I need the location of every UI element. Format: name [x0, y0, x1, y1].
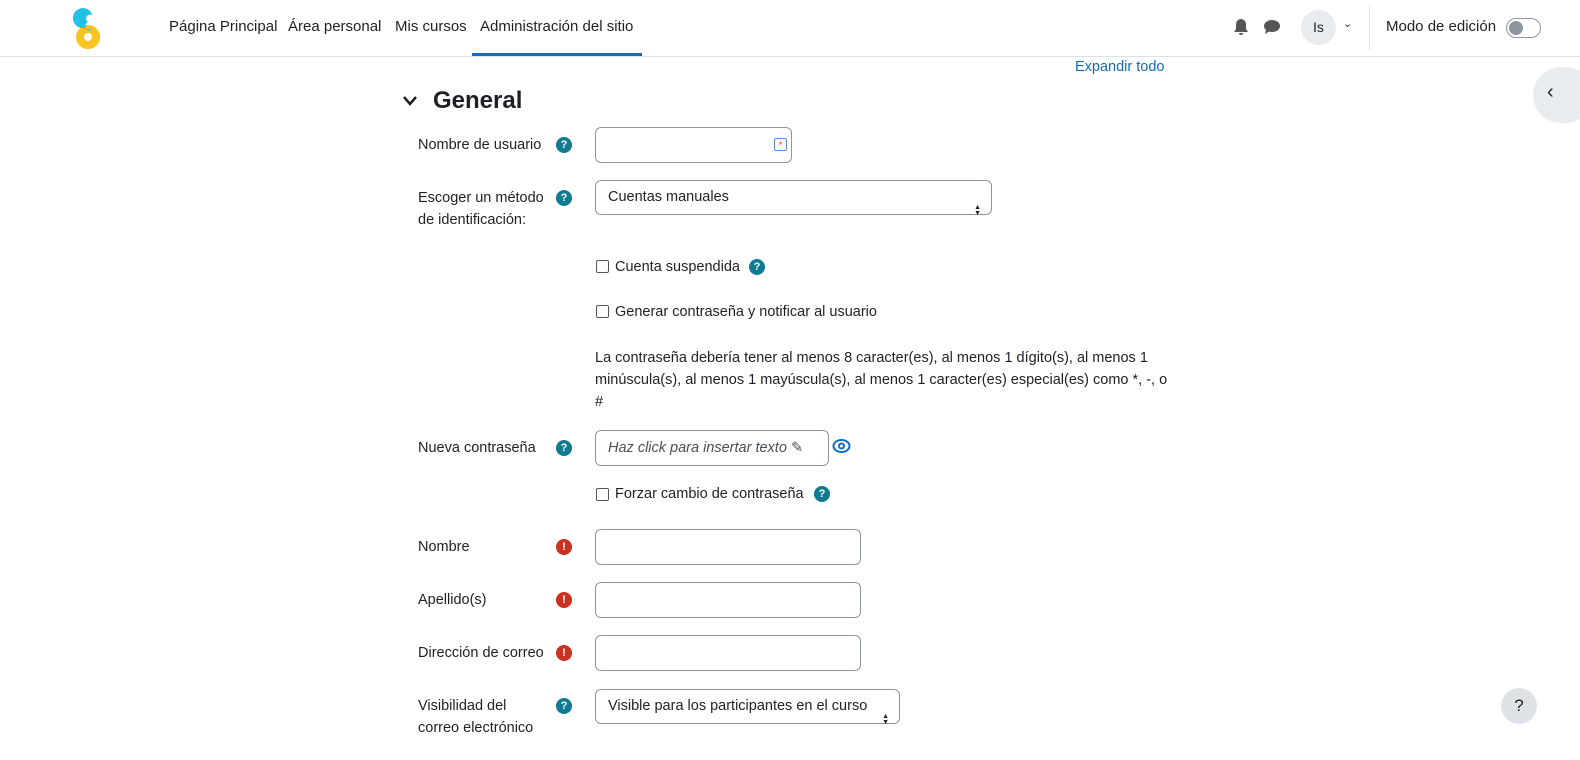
edit-mode-label: Modo de edición — [1386, 18, 1497, 35]
new-password-label: Nueva contraseña — [418, 440, 536, 456]
password-manager-icon[interactable]: * — [774, 138, 787, 151]
help-icon[interactable]: ? — [814, 486, 830, 502]
username-input[interactable] — [595, 127, 792, 163]
lastname-label: Apellido(s) — [418, 592, 487, 608]
policy-line: # — [595, 394, 604, 410]
generate-password-checkbox[interactable] — [596, 305, 609, 318]
help-icon[interactable]: ? — [556, 137, 572, 153]
nav-site-admin[interactable]: Administración del sitio — [480, 18, 634, 35]
help-icon[interactable]: ? — [556, 698, 572, 714]
help-footer-button[interactable]: ? — [1501, 688, 1537, 724]
email-visibility-label: Visibilidad del — [418, 698, 507, 714]
help-icon[interactable]: ? — [556, 440, 572, 456]
email-visibility-label-line2: correo electrónico — [418, 720, 534, 736]
expand-all-link[interactable]: Expandir todo — [1075, 59, 1165, 75]
policy-line: minúscula(s), al menos 1 mayúscula(s), al menos 1 caracter(es) especial(es) como *, -, o — [595, 372, 1168, 388]
drawer-toggle-button[interactable] — [1533, 67, 1580, 123]
policy-line: La contraseña debería tener al menos 8 caracter(es), al menos 1 dígito(s), al menos 1 — [595, 350, 1148, 366]
chevron-down-icon[interactable] — [402, 95, 418, 107]
user-menu-chevron-icon[interactable]: ⌄ — [1343, 18, 1353, 30]
password-policy-text — [595, 347, 1167, 413]
auth-method-value: Cuentas manuales — [608, 189, 729, 205]
pencil-icon: ✎ — [790, 440, 804, 456]
bell-icon[interactable] — [1233, 18, 1249, 36]
username-label: Nombre de usuario — [418, 137, 542, 153]
generate-password-label: Generar contraseña y notificar al usuario — [615, 304, 877, 320]
required-icon: ! — [556, 592, 572, 608]
section-title: General — [433, 87, 523, 114]
top-navbar — [0, 0, 1580, 57]
eye-icon[interactable] — [832, 438, 851, 454]
nav-my-courses[interactable]: Mis cursos — [395, 18, 467, 35]
new-password-input[interactable] — [595, 430, 829, 466]
nav-dashboard[interactable]: Área personal — [288, 18, 382, 35]
firstname-label: Nombre — [418, 539, 470, 555]
force-change-label: Forzar cambio de contraseña — [615, 486, 804, 502]
email-visibility-select[interactable] — [595, 689, 900, 724]
email-input[interactable] — [595, 635, 861, 671]
chevron-left-icon: ‹ — [1547, 81, 1554, 103]
nav-home[interactable]: Página Principal — [169, 18, 278, 35]
divider — [1369, 5, 1370, 50]
suspended-label: Cuenta suspendida — [615, 259, 740, 275]
auth-label: Escoger un método — [418, 190, 544, 206]
email-visibility-value: Visible para los participantes en el curso — [608, 698, 868, 714]
force-change-checkbox[interactable] — [596, 488, 609, 501]
new-password-placeholder: Haz click para insertar texto — [608, 440, 787, 456]
help-icon[interactable]: ? — [749, 259, 765, 275]
help-icon[interactable]: ? — [556, 190, 572, 206]
email-label: Dirección de correo — [418, 645, 544, 661]
site-logo[interactable] — [68, 8, 106, 50]
suspended-checkbox[interactable] — [596, 260, 609, 273]
select-arrows-icon — [881, 690, 889, 723]
edit-mode-toggle[interactable] — [1506, 18, 1541, 38]
active-tab-indicator — [472, 53, 642, 56]
chat-icon[interactable] — [1263, 19, 1281, 35]
required-icon: ! — [556, 645, 572, 661]
auth-method-select[interactable] — [595, 180, 992, 215]
user-avatar[interactable]: Is — [1301, 10, 1336, 45]
lastname-input[interactable] — [595, 582, 861, 618]
required-icon: ! — [556, 539, 572, 555]
select-arrows-icon — [973, 181, 981, 214]
auth-label-line2: de identificación: — [418, 212, 527, 228]
firstname-input[interactable] — [595, 529, 861, 565]
